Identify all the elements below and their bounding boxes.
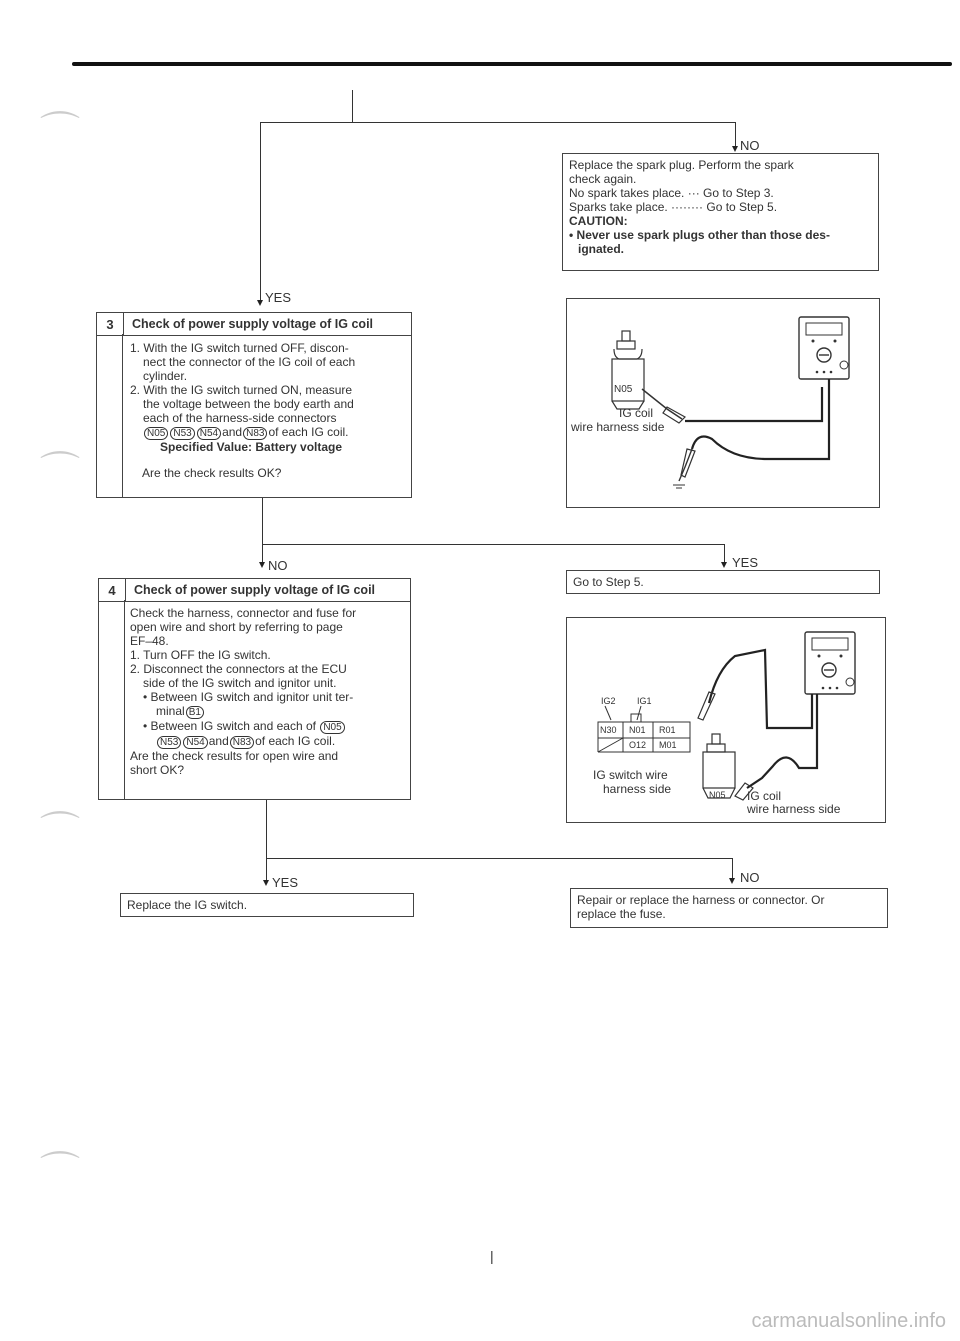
text-line: open wire and short by referring to page <box>130 620 343 634</box>
flow-line <box>724 544 725 564</box>
text-line: EF–48. <box>130 634 169 648</box>
text-line: side of the IG switch and ignitor unit. <box>143 676 337 690</box>
text-line: cylinder. <box>143 369 188 383</box>
text-span: minal <box>156 704 185 718</box>
text-line: Replace the IG switch. <box>127 898 248 912</box>
repair-harness-box <box>570 888 888 928</box>
connector-label: N05 <box>709 790 726 800</box>
binder-hole-mark: ⌒ <box>40 449 80 495</box>
flow-label-no: NO <box>268 558 288 573</box>
text-suffix: of each IG coil. <box>255 734 336 748</box>
replace-spark-plug-box <box>562 153 879 271</box>
step-divider <box>122 334 123 498</box>
diagram-ig-switch-test <box>566 617 886 823</box>
flow-line <box>266 858 732 859</box>
pin-label: O12 <box>629 740 647 750</box>
page-mark: | <box>490 1248 494 1264</box>
caution-text: • Never use spark plugs other than those des- <box>569 228 830 242</box>
flow-label-no: NO <box>740 138 760 153</box>
specified-value: Specified Value: Battery voltage <box>160 440 343 454</box>
binder-hole-mark: ⌒ <box>40 809 80 855</box>
binder-hole-mark: ⌒ <box>40 1149 80 1195</box>
text-and: and <box>222 425 243 439</box>
replace-ig-switch-box <box>120 893 414 917</box>
text-line: check again. <box>569 172 637 186</box>
diagram-label: wire harness side <box>747 802 841 816</box>
caution-title: CAUTION: <box>569 214 628 228</box>
flow-line <box>262 544 724 545</box>
pin-label: IG1 <box>637 696 652 706</box>
diagram-ig-coil-svg <box>567 299 881 509</box>
connector-badge: B1 <box>186 706 204 719</box>
diagram-ig-coil-test <box>566 298 880 508</box>
step-number: 3 <box>97 313 124 335</box>
pin-label: M01 <box>659 740 677 750</box>
text-line: replace the fuse. <box>577 907 666 921</box>
text-line: 1. With the IG switch turned OFF, discon- <box>130 341 349 355</box>
step-header <box>97 313 411 336</box>
connector-badge: N05 <box>144 427 168 440</box>
footer-watermark: carmanualsonline.info <box>751 1310 946 1332</box>
flow-label-yes: YES <box>265 290 292 305</box>
pin-label: IG2 <box>601 696 616 706</box>
text-line: Replace the spark plug. Perform the spark <box>569 158 794 172</box>
step-divider <box>124 600 125 800</box>
pin-label: R01 <box>659 725 676 735</box>
pin-label: N30 <box>600 725 617 735</box>
connector-list <box>130 734 408 749</box>
flow-line <box>262 498 263 562</box>
text-line: Go to Step 5. <box>573 575 644 589</box>
question: short OK? <box>130 763 185 777</box>
step-header <box>99 579 410 602</box>
text-line: nect the connector of the IG coil of each <box>143 355 356 369</box>
text-suffix: of each IG coil. <box>268 425 349 439</box>
connector-list <box>130 425 406 440</box>
step-4-body <box>130 606 408 777</box>
arrow-down-icon <box>729 878 735 884</box>
question: Are the check results OK? <box>142 466 282 480</box>
step-3-body <box>130 341 406 480</box>
go-to-step-5-box <box>566 570 880 594</box>
diagram-label: wire harness side <box>571 420 665 434</box>
text-line <box>130 719 408 734</box>
step-title: Check of power supply voltage of IG coil <box>132 317 374 331</box>
text-line: 1. Turn OFF the IG switch. <box>130 648 271 662</box>
text-line: each of the harness-side connectors <box>143 411 337 425</box>
diagram-label: IG coil <box>747 789 782 803</box>
diagram-label: IG coil <box>619 406 654 420</box>
connector-badge: N53 <box>157 736 181 749</box>
connector-badge: N54 <box>183 736 207 749</box>
text-line: Repair or replace the harness or connector. Or <box>577 893 825 907</box>
text-and: and <box>208 734 229 748</box>
flow-line <box>352 90 353 122</box>
diagram-label: harness side <box>603 782 672 796</box>
text-span: • Between IG switch and each of <box>143 719 316 733</box>
text-line: Sparks take place. ········ Go to Step 5. <box>569 200 778 214</box>
step-number: 4 <box>99 579 126 601</box>
text-line: the voltage between the body earth and <box>143 397 354 411</box>
arrow-down-icon <box>721 562 727 568</box>
text-line: • Between IG switch and ignitor unit ter- <box>143 690 354 704</box>
arrow-down-icon <box>263 880 269 886</box>
text-line <box>130 704 408 719</box>
diagram-label: IG switch wire <box>593 768 668 782</box>
connector-badge: N83 <box>230 736 254 749</box>
flow-label-yes: YES <box>732 555 759 570</box>
question: Are the check results for open wire and <box>130 749 339 763</box>
connector-label: N05 <box>614 384 633 395</box>
connector-badge: N54 <box>197 427 221 440</box>
caution-text: ignated. <box>578 242 625 256</box>
flow-line <box>732 858 733 880</box>
connector-badge: N05 <box>320 721 344 734</box>
flow-label-yes: YES <box>272 875 299 890</box>
text-line: 2. Disconnect the connectors at the ECU <box>130 662 347 676</box>
text-line: No spark takes place. ··· Go to Step 3. <box>569 186 774 200</box>
header-rule <box>72 62 952 66</box>
arrow-down-icon <box>259 562 265 568</box>
flow-line <box>260 122 736 123</box>
text-line: 2. With the IG switch turned ON, measure <box>130 383 353 397</box>
text-line: Check the harness, connector and fuse for <box>130 606 357 620</box>
pin-label: N01 <box>629 725 646 735</box>
step-title: Check of power supply voltage of IG coil <box>134 583 376 597</box>
flow-line <box>260 122 261 304</box>
binder-hole-mark: ⌒ <box>40 109 80 155</box>
arrow-down-icon <box>732 146 738 152</box>
flow-label-no: NO <box>740 870 760 885</box>
flow-line <box>266 800 267 882</box>
connector-badge: N53 <box>170 427 194 440</box>
arrow-down-icon <box>257 300 263 306</box>
connector-badge: N83 <box>243 427 267 440</box>
